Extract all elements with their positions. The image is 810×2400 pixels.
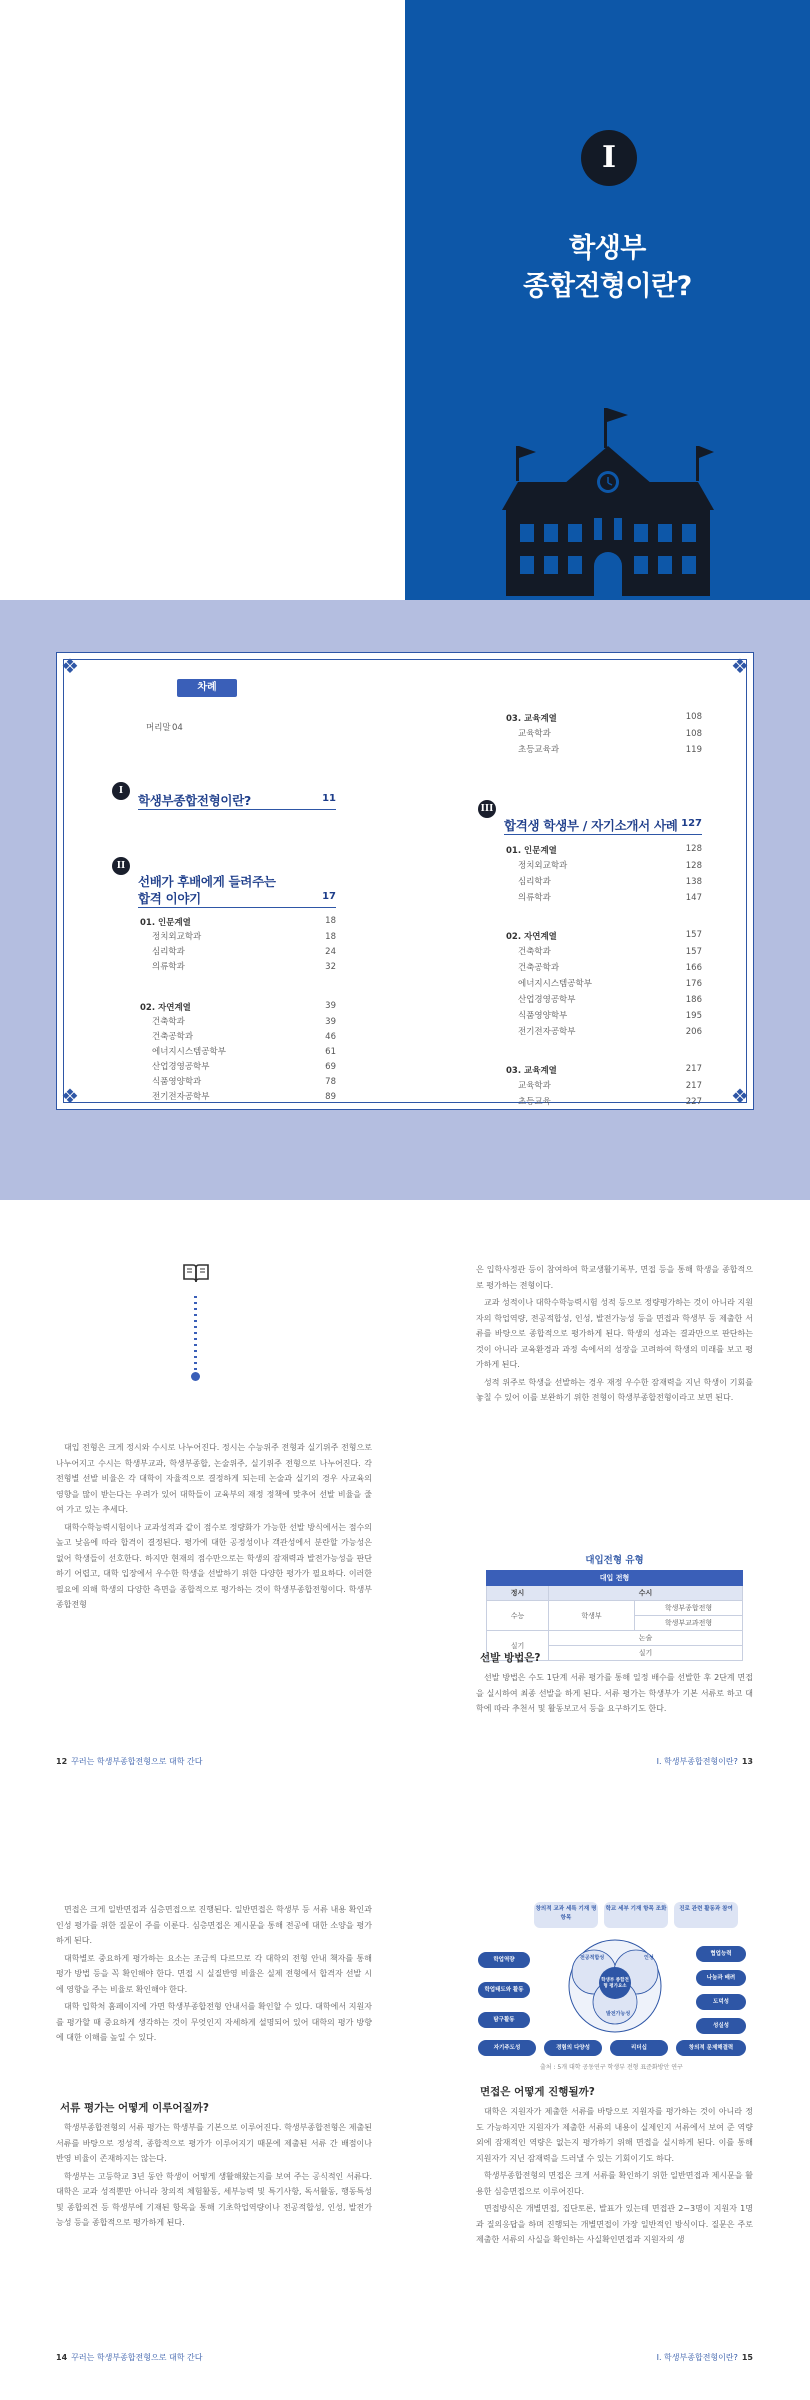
- toc-item-page: 32: [325, 962, 336, 972]
- page-number: 13: [741, 1757, 753, 1766]
- toc-item-page: 69: [325, 1062, 336, 1072]
- toc-item[interactable]: 초등교육: [518, 1097, 551, 1107]
- toc-item[interactable]: 에너지시스템공학부: [518, 979, 592, 989]
- toc-group-page: 18: [325, 916, 336, 926]
- paragraph: 면접방식은 개별면접, 집단토론, 발표가 있는데 면접관 2~3명이 지원자 1명과 질의응답을 하며 진행되는 개별면접이 가장 일반적인 방식이다. 질문은 주로 제출한 서류의 사실을 확인하는 사실확인면접과 지원자의 생: [476, 2204, 753, 2244]
- toc-item[interactable]: 전기전자공학부: [152, 1092, 210, 1102]
- page-folio-right: [620, 2352, 753, 2363]
- page-number: 14: [56, 2353, 68, 2362]
- toc-group-page: 217: [685, 1064, 702, 1074]
- toc-item[interactable]: 식품영양학과: [152, 1077, 202, 1087]
- toc-item[interactable]: 산업경영공학부: [518, 995, 576, 1005]
- table-cell: 실기: [487, 1631, 549, 1661]
- toc-item-page: 206: [685, 1027, 702, 1037]
- chapter-title-line1: 학생부: [569, 233, 646, 264]
- diagram-right-pill: 도덕성: [696, 1994, 746, 2010]
- toc-item-page: 46: [325, 1032, 336, 1042]
- toc-group-page: 39: [325, 1001, 336, 1011]
- paragraph: 대학수학능력시험이나 교과성적과 같이 점수로 정량화가 가능한 선발 방식에서는 점수의 높고 낮음에 따라 합격이 결정된다. 평가에 대한 공정성이나 객관성에서 분란할 가능성은 없어 학생들이 선호한다. 하지만 현재의 점수만으로는 학생의 잠재력과 발전가능성을 판단하기 어렵고, 대학 입장에서 우수한 학생을 선발하기 위한 다양한 평가가 필요하다. 이러한 필요에 의해 학생의 다양한 측면을 종합적으로 평가하는 것이 학생부종합전형이다. 학생부종합전형: [56, 1522, 372, 1609]
- table-cell: 학생부: [549, 1601, 635, 1631]
- toc-item[interactable]: 의류학과: [152, 962, 185, 972]
- toc-part-numeral: II: [112, 857, 130, 875]
- toc-item[interactable]: 건축공학과: [518, 963, 560, 973]
- section-heading: 서류 평가는 어떻게 이루어질까?: [60, 2102, 209, 2114]
- paragraph: 대학은 지원자가 제출한 서류를 바탕으로 지원자를 평가하는 것이 아니라 정도 가능하지만 지원자가 제출한 서류의 내용이 실제인지 서류에서 보여 준 역량 외에 잠재적인 역량은 없는지 평가하기 위해 면접을 실시하게 된다. 이를 통해 지원자가 지닌 잠재력을 드러낼 수 있는 기회이기도 하다.: [476, 2107, 753, 2163]
- toc-group-heading[interactable]: 03. 교육계열: [506, 1066, 557, 1076]
- admission-types-table: [486, 1570, 743, 1661]
- open-book-icon: [182, 1262, 210, 1284]
- dotted-connector: [194, 1296, 197, 1372]
- diagram-caption: 출처 : 5개 대학 공동연구 학생부 전형 표준화방안 연구: [540, 2064, 683, 2071]
- toc-tab-label: 차례: [177, 679, 237, 697]
- toc-group-heading[interactable]: 01. 인문계열: [506, 846, 557, 856]
- table-header: 대입 전형: [487, 1571, 743, 1586]
- toc-part-numeral: III: [478, 800, 496, 818]
- toc-item[interactable]: 교육학과: [518, 729, 551, 739]
- toc-item[interactable]: 의류학과: [518, 893, 551, 903]
- corner-ornament-icon: ❖: [61, 1084, 79, 1108]
- chapter-numeral-badge: I: [581, 130, 637, 186]
- diagram-left-pill: 학업태도와 활동: [478, 1982, 530, 1998]
- toc-item-page: 119: [685, 745, 702, 755]
- section-text: [476, 1670, 753, 1719]
- running-footer: 꾸러는 학생부종합전형으로 대학 간다: [71, 1757, 203, 1766]
- toc-group-heading[interactable]: 03. 교육계열: [506, 714, 557, 724]
- toc-part-numeral: I: [112, 782, 130, 800]
- corner-ornament-icon: ❖: [61, 654, 79, 678]
- toc-item-page: 108: [685, 729, 702, 739]
- diagram-left-pill: 학업역량: [478, 1952, 530, 1968]
- toc-item[interactable]: 정치외교학과: [518, 861, 568, 871]
- toc-item-page: 147: [685, 893, 702, 903]
- paragraph: 학생부종합전형의 서류 평가는 학생부를 기본으로 이루어진다. 학생부종합전형은 제출된 서류를 바탕으로 정성적, 종합적으로 평가가 이루어지기 때문에 제출된 서류 간 배점이나 반영 비율이 존재하지는 않는다.: [56, 2123, 372, 2163]
- toc-item[interactable]: 건축학과: [518, 947, 551, 957]
- paragraph: 면접은 크게 일반면접과 심층면접으로 진행된다. 일반면접은 학생부 등 서류 내용 확인과 인성 평가를 위한 질문이 주를 이룬다. 심층면접은 제시문을 통해 전공에 대한 소양을 평가하게 된다.: [56, 1905, 372, 1945]
- page-number: 15: [741, 2353, 753, 2362]
- toc-item-page: 18: [325, 932, 336, 942]
- toc-item[interactable]: 정치외교학과: [152, 932, 202, 942]
- toc-item[interactable]: 에너지시스템공학부: [152, 1047, 226, 1057]
- table-cell: 실기: [549, 1646, 743, 1661]
- table-col-jeongsi: 정시: [487, 1586, 549, 1601]
- toc-item-page: 128: [685, 861, 702, 871]
- spread1-right-text: [476, 1262, 753, 1408]
- table-row: [487, 1631, 743, 1646]
- toc-group-page: 157: [685, 930, 702, 940]
- spread2-left-text-2: [56, 2120, 372, 2233]
- toc-part2-page: 17: [322, 891, 336, 902]
- section-heading: 면접은 어떻게 진행될까?: [480, 2086, 595, 2098]
- paragraph: 교과 성적이나 대학수학능력시험 성적 등으로 정량평가하는 것이 아니라 지원자의 학업역량, 전공적합성, 인성, 발전가능성 등을 면접과 학생부 등 제출한 서류를 바탕으로 종합적으로 평가하게 된다. 학생의 성과는 결과만으로 판단하는 것이 아니라 교육환경과 과정 속에서의 성장을 고려하여 학생의 미래를 보고 평가하게 된다.: [476, 1298, 753, 1369]
- toc-item[interactable]: 심리학과: [152, 947, 185, 957]
- spread1-left-text: [56, 1440, 372, 1615]
- running-footer: I. 학생부종합전형이란?: [656, 1757, 738, 1766]
- toc-item[interactable]: 건축학과: [152, 1017, 185, 1027]
- toc-part3-title[interactable]: 합격생 학생부 / 자기소개서 사례: [504, 818, 678, 833]
- diagram-top-box: 학교 세부 기재 항목 조화: [604, 1902, 668, 1928]
- toc-item-page: 166: [685, 963, 702, 973]
- toc-item[interactable]: 전기전자공학부: [518, 1027, 576, 1037]
- diagram-center-label: 인성: [644, 1955, 654, 1961]
- toc-item-page: 78: [325, 1077, 336, 1087]
- toc-item-page: 217: [685, 1081, 702, 1091]
- toc-item-page: 24: [325, 947, 336, 957]
- diagram-left-pill: 탐구활동: [478, 2012, 530, 2028]
- toc-item-page: 157: [685, 947, 702, 957]
- table-cell: 학생부교과전형: [635, 1616, 743, 1631]
- toc-item[interactable]: 초등교육과: [518, 745, 560, 755]
- toc-group-page: 108: [685, 712, 702, 722]
- toc-group-heading[interactable]: 01. 인문계열: [140, 918, 191, 928]
- table-cell: 논술: [549, 1631, 743, 1646]
- toc-divider: [138, 907, 336, 908]
- connector-endpoint: [191, 1372, 200, 1381]
- paragraph: 대학별로 중요하게 평가하는 요소는 조금씩 다르므로 각 대학의 전형 안내 책자를 통해 평가 방법 등을 꼭 확인해야 한다. 면접 시 실질반영 비율은 실제 전형에서 합격자 선발 시에 영향을 주는 비율로 확인해야 한다.: [56, 1953, 372, 1994]
- table-cell: 수능: [487, 1601, 549, 1631]
- diagram-top-box: 창의적 교과 세특 기재 명 항목: [534, 1902, 598, 1928]
- page-number: 12: [56, 1757, 68, 1766]
- page-folio-left: [56, 2352, 202, 2363]
- toc-part1-page: 11: [322, 793, 336, 804]
- paragraph: 대입 전형은 크게 정시와 수시로 나누어진다. 정시는 수능위주 전형과 실기위주 전형으로 나누어지고 수시는 학생부교과, 학생부종합, 논술위주, 실기위주 전형으로 나누어진다. 각 전형별 선발 비율은 각 대학이 자율적으로 결정하게 되는데 논술과 실기의 경우 사교육의 영향을 많이 받는다는 우려가 있어 대학들이 교육부의 재정 정책에 맞추어 선발 비율을 줄여 가고 있는 추세다.: [56, 1443, 372, 1514]
- section-heading: 선발 방법은?: [480, 1652, 541, 1664]
- chapter-title-line2: 종합전형이란?: [523, 271, 692, 302]
- diagram-bottom-pill: 자기주도성: [478, 2040, 536, 2056]
- toc-part1-title[interactable]: 학생부종합전형이란?: [138, 793, 251, 808]
- toc-group-heading[interactable]: 02. 자연계열: [506, 932, 557, 942]
- toc-item[interactable]: 식품영양학부: [518, 1011, 568, 1021]
- toc-item-page: 186: [685, 995, 702, 1005]
- toc-part2-title-line2[interactable]: 합격 이야기: [138, 891, 201, 906]
- spread2-right-text: [476, 2104, 753, 2250]
- diagram-right-pill: 나눔과 배려: [696, 1970, 746, 1986]
- toc-group-heading[interactable]: 02. 자연계열: [140, 1003, 191, 1013]
- page-folio-left: [56, 1756, 202, 1767]
- table-row: [487, 1601, 743, 1616]
- running-footer: I. 학생부종합전형이란?: [656, 2353, 738, 2362]
- paragraph: 대학 입학처 홈페이지에 가면 학생부종합전형 안내서를 확인할 수 있다. 대학에서 지원자를 평가할 때 중요하게 생각하는 것이 무엇인지 자세하게 설명되어 있어 대학의 평가 방향에 대한 이해를 높일 수 있다.: [56, 2002, 372, 2042]
- paragraph: 학생부종합전형의 면접은 크게 서류를 확인하기 위한 일반면접과 제시문을 활용한 심층면접으로 이루어진다.: [476, 2171, 753, 2196]
- toc-item-page: 39: [325, 1017, 336, 1027]
- toc-item[interactable]: 교육학과: [518, 1081, 551, 1091]
- spread2-left-text: [56, 1902, 372, 2048]
- corner-ornament-icon: ❖: [731, 654, 749, 678]
- diagram-center-title: 학생부 종합전형 평가요소: [601, 1978, 629, 1989]
- diagram-right-pill: 협업능력: [696, 1946, 746, 1962]
- toc-divider: [504, 834, 702, 835]
- diagram-top-box: 진로 관련 활동과 참여: [674, 1902, 738, 1928]
- paragraph: 선발 방법은 수도 1단계 서류 평가를 통해 일정 배수를 선발한 후 2단계 면접을 실시하여 최종 선발을 하게 된다. 서류 평가는 학생부가 기본 서류로 하고 대학에 따라 추천서 및 활동보고서 등을 요구하기도 한다.: [476, 1673, 753, 1713]
- table-col-susi: 수시: [549, 1586, 743, 1601]
- toc-item-page: 61: [325, 1047, 336, 1057]
- table-cell: 학생부종합전형: [635, 1601, 743, 1616]
- diagram-bottom-pill: 경험의 다양성: [544, 2040, 602, 2056]
- paragraph: 학생부는 고등학교 3년 동안 학생이 어떻게 생활해왔는지를 보여 주는 공식적인 서류다. 대학은 교과 성적뿐만 아니라 창의적 체험활동, 세부능력 및 특기사항, 독서활동, 행동특성 및 종합의견 등 학생부에 기재된 항목을 통해 기초학업역량이나 전공적합성, 인성, 발전가능성 등을 종합적으로 평가하게 된다.: [56, 2171, 372, 2227]
- corner-ornament-icon: ❖: [731, 1084, 749, 1108]
- toc-item-page: 195: [685, 1011, 702, 1021]
- running-footer: 꾸러는 학생부종합전형으로 대학 간다: [71, 2353, 203, 2362]
- paragraph: 은 입학사정관 등이 참여하여 학교생활기록부, 면접 등을 통해 학생을 종합적으로 평가하는 전형이다.: [476, 1265, 753, 1290]
- diagram-bottom-pill: 창의적 문제해결력: [676, 2040, 746, 2056]
- paragraph: 성적 위주로 학생을 선발하는 경우 재정 우수한 잠재력을 지닌 학생이 기회를 놓칠 수 있어 이를 보완하기 위한 전형이 학생부종합전형이라고 보면 된다.: [476, 1377, 753, 1402]
- toc-item-page: 89: [325, 1092, 336, 1102]
- diagram-center-label: 전공적합성: [580, 1955, 605, 1961]
- table-title: 대입전형 유형: [585, 1555, 644, 1566]
- diagram-center-label: 발전가능성: [606, 2011, 631, 2017]
- diagram-right-pill: 성실성: [696, 2018, 746, 2034]
- page-folio-right: [620, 1756, 753, 1767]
- school-building-icon: [502, 406, 714, 596]
- toc-item-page: 176: [685, 979, 702, 989]
- toc-group-page: 128: [685, 844, 702, 854]
- toc-part3-page: 127: [681, 818, 702, 829]
- toc-item[interactable]: 심리학과: [518, 877, 551, 887]
- toc-item-page: 138: [685, 877, 702, 887]
- toc-part2-title-line1[interactable]: 선배가 후배에게 들려주는: [138, 874, 276, 889]
- toc-divider: [138, 809, 336, 810]
- toc-preface-page: 04: [172, 723, 183, 733]
- toc-item[interactable]: 건축공학과: [152, 1032, 194, 1042]
- toc-item-page: 227: [685, 1097, 702, 1107]
- toc-item[interactable]: 산업경영공학부: [152, 1062, 210, 1072]
- diagram-bottom-pill: 리더십: [610, 2040, 668, 2056]
- toc-preface-label[interactable]: 머리말: [146, 723, 171, 733]
